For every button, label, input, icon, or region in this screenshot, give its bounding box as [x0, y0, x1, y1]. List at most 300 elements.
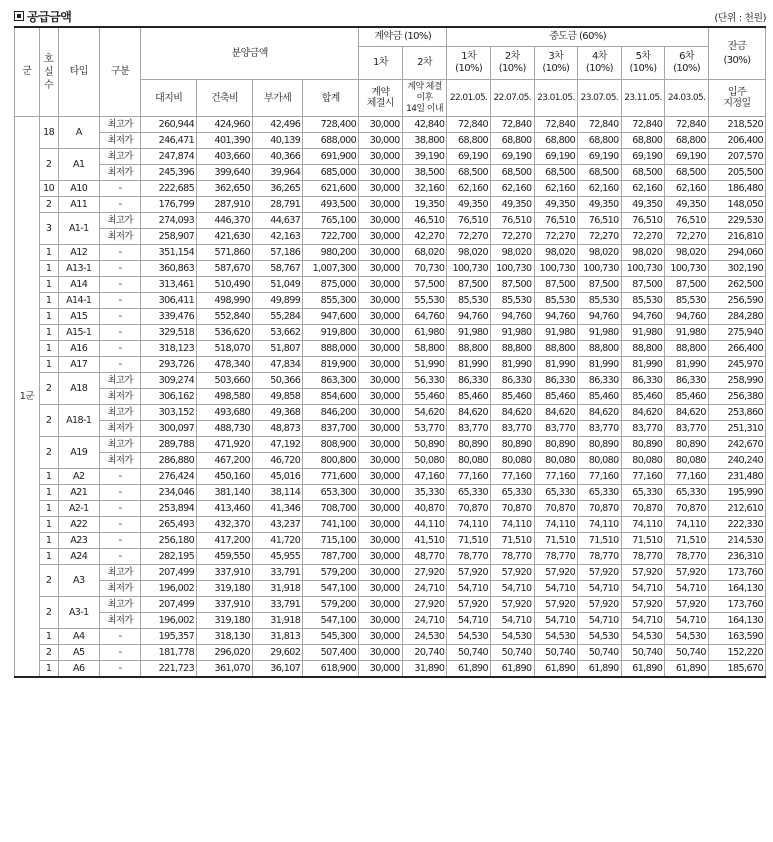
value-cell: 518,070	[197, 341, 253, 357]
value-cell: 57,920	[578, 597, 622, 613]
gubun-cell: 최고가	[99, 597, 140, 613]
value-cell: 186,480	[708, 181, 765, 197]
value-cell: 57,920	[665, 597, 709, 613]
value-cell: 488,730	[197, 421, 253, 437]
value-cell: 69,190	[578, 149, 622, 165]
value-cell: 87,500	[490, 277, 534, 293]
value-cell: 100,730	[665, 261, 709, 277]
value-cell: 19,350	[402, 197, 447, 213]
value-cell: 296,020	[197, 645, 253, 661]
header-mid-6: 6차 (10%)	[665, 47, 709, 80]
value-cell: 222,330	[708, 517, 765, 533]
value-cell: 76,510	[490, 213, 534, 229]
value-cell: 40,366	[252, 149, 302, 165]
value-cell: 61,890	[447, 661, 491, 678]
table-row	[15, 533, 766, 549]
value-cell: 71,510	[490, 533, 534, 549]
value-cell: 85,530	[621, 293, 665, 309]
value-cell: 94,760	[534, 309, 578, 325]
value-cell: 293,726	[141, 357, 197, 373]
table-row	[15, 149, 766, 165]
table-row	[15, 229, 766, 245]
value-cell: 29,602	[252, 645, 302, 661]
value-cell: 30,000	[359, 565, 403, 581]
value-cell: 84,620	[490, 405, 534, 421]
value-cell: 61,890	[490, 661, 534, 678]
value-cell: 875,000	[303, 277, 359, 293]
value-cell: 258,990	[708, 373, 765, 389]
type-cell: A11	[58, 197, 99, 213]
units-cell: 1	[39, 341, 58, 357]
value-cell: 302,190	[708, 261, 765, 277]
type-cell: A1-1	[58, 213, 99, 245]
value-cell: 30,000	[359, 517, 403, 533]
value-cell: 100,730	[621, 261, 665, 277]
table-row	[15, 165, 766, 181]
value-cell: 47,160	[402, 469, 447, 485]
value-cell: 260,944	[141, 117, 197, 133]
value-cell: 80,890	[621, 437, 665, 453]
value-cell: 424,960	[197, 117, 253, 133]
value-cell: 81,990	[578, 357, 622, 373]
value-cell: 846,200	[303, 405, 359, 421]
value-cell: 536,620	[197, 325, 253, 341]
value-cell: 88,800	[578, 341, 622, 357]
value-cell: 229,530	[708, 213, 765, 229]
table-row	[15, 261, 766, 277]
value-cell: 282,195	[141, 549, 197, 565]
value-cell: 49,350	[534, 197, 578, 213]
value-cell: 80,080	[490, 453, 534, 469]
value-cell: 77,160	[534, 469, 578, 485]
value-cell: 68,500	[490, 165, 534, 181]
type-cell: A4	[58, 629, 99, 645]
value-cell: 43,237	[252, 517, 302, 533]
units-cell: 1	[39, 501, 58, 517]
value-cell: 30,000	[359, 405, 403, 421]
value-cell: 58,767	[252, 261, 302, 277]
gubun-cell: 최저가	[99, 389, 140, 405]
value-cell: 81,990	[621, 357, 665, 373]
value-cell: 800,800	[303, 453, 359, 469]
type-cell: A24	[58, 549, 99, 565]
value-cell: 30,000	[359, 341, 403, 357]
value-cell: 688,000	[303, 133, 359, 149]
value-cell: 86,330	[490, 373, 534, 389]
value-cell: 54,710	[534, 613, 578, 629]
value-cell: 205,500	[708, 165, 765, 181]
value-cell: 57,920	[534, 597, 578, 613]
value-cell: 30,000	[359, 277, 403, 293]
value-cell: 545,300	[303, 629, 359, 645]
value-cell: 265,493	[141, 517, 197, 533]
value-cell: 306,411	[141, 293, 197, 309]
header-contract: 계약금 (10%)	[359, 27, 447, 47]
value-cell: 245,396	[141, 165, 197, 181]
value-cell: 83,770	[621, 421, 665, 437]
value-cell: 459,550	[197, 549, 253, 565]
value-cell: 94,760	[490, 309, 534, 325]
value-cell: 20,740	[402, 645, 447, 661]
value-cell: 41,720	[252, 533, 302, 549]
value-cell: 78,770	[665, 549, 709, 565]
value-cell: 65,330	[578, 485, 622, 501]
value-cell: 45,016	[252, 469, 302, 485]
type-cell: A3-1	[58, 597, 99, 629]
value-cell: 653,300	[303, 485, 359, 501]
value-cell: 30,000	[359, 533, 403, 549]
type-cell: A	[58, 117, 99, 149]
value-cell: 74,110	[490, 517, 534, 533]
gubun-cell: 최저가	[99, 613, 140, 629]
value-cell: 181,778	[141, 645, 197, 661]
value-cell: 30,000	[359, 485, 403, 501]
type-cell: A12	[58, 245, 99, 261]
value-cell: 306,162	[141, 389, 197, 405]
value-cell: 85,530	[490, 293, 534, 309]
gubun-cell: -	[99, 645, 140, 661]
value-cell: 61,890	[665, 661, 709, 678]
value-cell: 94,760	[665, 309, 709, 325]
value-cell: 33,791	[252, 597, 302, 613]
value-cell: 493,680	[197, 405, 253, 421]
value-cell: 863,300	[303, 373, 359, 389]
value-cell: 274,093	[141, 213, 197, 229]
value-cell: 30,000	[359, 581, 403, 597]
value-cell: 100,730	[534, 261, 578, 277]
value-cell: 54,710	[665, 581, 709, 597]
type-cell: A21	[58, 485, 99, 501]
gubun-cell: -	[99, 501, 140, 517]
value-cell: 80,890	[578, 437, 622, 453]
gubun-cell: 최고가	[99, 565, 140, 581]
value-cell: 54,710	[490, 581, 534, 597]
value-cell: 100,730	[490, 261, 534, 277]
value-cell: 84,620	[447, 405, 491, 421]
value-cell: 74,110	[534, 517, 578, 533]
type-cell: A15	[58, 309, 99, 325]
table-row	[15, 661, 766, 678]
value-cell: 38,114	[252, 485, 302, 501]
gubun-cell: -	[99, 629, 140, 645]
type-cell: A6	[58, 661, 99, 678]
type-cell: A3	[58, 565, 99, 597]
header-mid-5: 5차 (10%)	[621, 47, 665, 80]
value-cell: 787,700	[303, 549, 359, 565]
units-cell: 2	[39, 437, 58, 469]
table-row	[15, 501, 766, 517]
units-cell: 1	[39, 469, 58, 485]
value-cell: 62,160	[621, 181, 665, 197]
value-cell: 74,110	[447, 517, 491, 533]
value-cell: 85,460	[621, 389, 665, 405]
value-cell: 854,600	[303, 389, 359, 405]
value-cell: 56,330	[402, 373, 447, 389]
gubun-cell: -	[99, 261, 140, 277]
value-cell: 78,770	[621, 549, 665, 565]
value-cell: 49,350	[665, 197, 709, 213]
value-cell: 80,080	[621, 453, 665, 469]
value-cell: 57,500	[402, 277, 447, 293]
header-mid-4: 4차 (10%)	[578, 47, 622, 80]
gubun-cell: -	[99, 341, 140, 357]
table-row	[15, 453, 766, 469]
gubun-cell: 최고가	[99, 373, 140, 389]
value-cell: 212,610	[708, 501, 765, 517]
value-cell: 185,670	[708, 661, 765, 678]
value-cell: 262,500	[708, 277, 765, 293]
value-cell: 837,700	[303, 421, 359, 437]
value-cell: 87,500	[447, 277, 491, 293]
value-cell: 80,890	[665, 437, 709, 453]
table-header	[15, 27, 766, 117]
value-cell: 88,800	[534, 341, 578, 357]
value-cell: 77,160	[490, 469, 534, 485]
value-cell: 49,350	[621, 197, 665, 213]
value-cell: 579,200	[303, 565, 359, 581]
gubun-cell: -	[99, 549, 140, 565]
table-row	[15, 565, 766, 581]
header-sale-amount: 분양금액	[141, 27, 359, 80]
value-cell: 88,800	[665, 341, 709, 357]
value-cell: 50,740	[447, 645, 491, 661]
gubun-cell: -	[99, 533, 140, 549]
value-cell: 318,130	[197, 629, 253, 645]
value-cell: 68,020	[402, 245, 447, 261]
value-cell: 62,160	[534, 181, 578, 197]
value-cell: 81,990	[490, 357, 534, 373]
value-cell: 294,060	[708, 245, 765, 261]
value-cell: 98,020	[534, 245, 578, 261]
gubun-cell: -	[99, 357, 140, 373]
header-move-in: 입주 지정일	[708, 80, 765, 117]
value-cell: 30,000	[359, 629, 403, 645]
gubun-cell: -	[99, 325, 140, 341]
header-mid-3: 3차 (10%)	[534, 47, 578, 80]
table-row	[15, 117, 766, 133]
value-cell: 715,100	[303, 533, 359, 549]
type-cell: A5	[58, 645, 99, 661]
value-cell: 587,670	[197, 261, 253, 277]
value-cell: 74,110	[621, 517, 665, 533]
value-cell: 80,080	[534, 453, 578, 469]
value-cell: 53,662	[252, 325, 302, 341]
value-cell: 80,890	[447, 437, 491, 453]
table-row	[15, 357, 766, 373]
value-cell: 94,760	[578, 309, 622, 325]
units-cell: 1	[39, 357, 58, 373]
value-cell: 78,770	[578, 549, 622, 565]
table-row	[15, 325, 766, 341]
value-cell: 78,770	[490, 549, 534, 565]
table-row	[15, 485, 766, 501]
value-cell: 94,760	[621, 309, 665, 325]
value-cell: 31,890	[402, 661, 447, 678]
value-cell: 1,007,300	[303, 261, 359, 277]
value-cell: 54,710	[578, 581, 622, 597]
value-cell: 30,000	[359, 229, 403, 245]
value-cell: 50,740	[534, 645, 578, 661]
value-cell: 30,000	[359, 469, 403, 485]
units-cell: 2	[39, 149, 58, 181]
value-cell: 72,270	[447, 229, 491, 245]
units-cell: 18	[39, 117, 58, 149]
value-cell: 163,590	[708, 629, 765, 645]
units-cell: 1	[39, 485, 58, 501]
value-cell: 42,496	[252, 117, 302, 133]
value-cell: 50,366	[252, 373, 302, 389]
type-cell: A14-1	[58, 293, 99, 309]
section-title	[14, 8, 71, 25]
value-cell: 45,955	[252, 549, 302, 565]
group-cell: 1군	[15, 117, 40, 678]
value-cell: 50,890	[402, 437, 447, 453]
value-cell: 47,834	[252, 357, 302, 373]
value-cell: 286,880	[141, 453, 197, 469]
value-cell: 216,810	[708, 229, 765, 245]
value-cell: 81,990	[534, 357, 578, 373]
value-cell: 76,510	[447, 213, 491, 229]
value-cell: 30,000	[359, 437, 403, 453]
table-row	[15, 629, 766, 645]
value-cell: 87,500	[621, 277, 665, 293]
gubun-cell: 최저가	[99, 421, 140, 437]
value-cell: 77,160	[447, 469, 491, 485]
value-cell: 91,980	[665, 325, 709, 341]
value-cell: 256,590	[708, 293, 765, 309]
value-cell: 403,660	[197, 149, 253, 165]
value-cell: 30,000	[359, 325, 403, 341]
value-cell: 48,770	[402, 549, 447, 565]
value-cell: 76,510	[621, 213, 665, 229]
value-cell: 72,840	[578, 117, 622, 133]
table-row	[15, 293, 766, 309]
header-mid-date-3: 23.01.05.	[534, 80, 578, 117]
table-row	[15, 645, 766, 661]
value-cell: 44,110	[402, 517, 447, 533]
value-cell: 30,000	[359, 661, 403, 678]
value-cell: 62,160	[490, 181, 534, 197]
value-cell: 579,200	[303, 597, 359, 613]
value-cell: 72,270	[578, 229, 622, 245]
type-cell: A15-1	[58, 325, 99, 341]
value-cell: 722,700	[303, 229, 359, 245]
gubun-cell: -	[99, 469, 140, 485]
value-cell: 164,130	[708, 613, 765, 629]
table-row	[15, 341, 766, 357]
value-cell: 68,800	[490, 133, 534, 149]
value-cell: 77,160	[665, 469, 709, 485]
value-cell: 30,000	[359, 213, 403, 229]
value-cell: 432,370	[197, 517, 253, 533]
value-cell: 86,330	[621, 373, 665, 389]
value-cell: 251,310	[708, 421, 765, 437]
value-cell: 80,080	[447, 453, 491, 469]
value-cell: 51,990	[402, 357, 447, 373]
value-cell: 71,510	[621, 533, 665, 549]
value-cell: 253,894	[141, 501, 197, 517]
value-cell: 83,770	[578, 421, 622, 437]
value-cell: 176,799	[141, 197, 197, 213]
header-mid-date-5: 23.11.05.	[621, 80, 665, 117]
value-cell: 57,920	[621, 597, 665, 613]
value-cell: 98,020	[447, 245, 491, 261]
value-cell: 231,480	[708, 469, 765, 485]
value-cell: 30,000	[359, 597, 403, 613]
value-cell: 467,200	[197, 453, 253, 469]
value-cell: 68,500	[578, 165, 622, 181]
units-cell: 1	[39, 293, 58, 309]
value-cell: 284,280	[708, 309, 765, 325]
value-cell: 618,900	[303, 661, 359, 678]
value-cell: 68,500	[447, 165, 491, 181]
value-cell: 195,357	[141, 629, 197, 645]
value-cell: 30,000	[359, 133, 403, 149]
value-cell: 57,920	[490, 597, 534, 613]
value-cell: 819,900	[303, 357, 359, 373]
value-cell: 417,200	[197, 533, 253, 549]
value-cell: 78,770	[534, 549, 578, 565]
value-cell: 30,000	[359, 549, 403, 565]
value-cell: 85,530	[534, 293, 578, 309]
value-cell: 72,270	[534, 229, 578, 245]
value-cell: 30,000	[359, 149, 403, 165]
gubun-cell: -	[99, 277, 140, 293]
value-cell: 78,770	[447, 549, 491, 565]
value-cell: 65,330	[665, 485, 709, 501]
value-cell: 28,791	[252, 197, 302, 213]
value-cell: 83,770	[490, 421, 534, 437]
value-cell: 27,920	[402, 597, 447, 613]
value-cell: 49,350	[578, 197, 622, 213]
value-cell: 49,350	[447, 197, 491, 213]
units-cell: 2	[39, 373, 58, 405]
value-cell: 70,870	[665, 501, 709, 517]
value-cell: 510,490	[197, 277, 253, 293]
type-cell: A23	[58, 533, 99, 549]
value-cell: 84,620	[534, 405, 578, 421]
value-cell: 888,000	[303, 341, 359, 357]
value-cell: 507,400	[303, 645, 359, 661]
header-mid-date-4: 23.07.05.	[578, 80, 622, 117]
value-cell: 55,530	[402, 293, 447, 309]
header-hosilsu: 호 실 수	[39, 27, 58, 117]
value-cell: 300,097	[141, 421, 197, 437]
table-row	[15, 373, 766, 389]
header-mid-date-1: 22.01.05.	[447, 80, 491, 117]
table-row	[15, 245, 766, 261]
value-cell: 318,123	[141, 341, 197, 357]
value-cell: 351,154	[141, 245, 197, 261]
value-cell: 57,920	[665, 565, 709, 581]
value-cell: 81,990	[447, 357, 491, 373]
value-cell: 49,350	[490, 197, 534, 213]
value-cell: 65,330	[621, 485, 665, 501]
value-cell: 87,500	[578, 277, 622, 293]
value-cell: 86,330	[534, 373, 578, 389]
header-gubun: 구분	[99, 27, 140, 117]
value-cell: 980,200	[303, 245, 359, 261]
value-cell: 31,918	[252, 581, 302, 597]
value-cell: 84,620	[621, 405, 665, 421]
value-cell: 86,330	[578, 373, 622, 389]
value-cell: 54,710	[621, 613, 665, 629]
gubun-cell: -	[99, 661, 140, 678]
value-cell: 77,160	[621, 469, 665, 485]
value-cell: 478,340	[197, 357, 253, 373]
table-row	[15, 309, 766, 325]
value-cell: 91,980	[621, 325, 665, 341]
